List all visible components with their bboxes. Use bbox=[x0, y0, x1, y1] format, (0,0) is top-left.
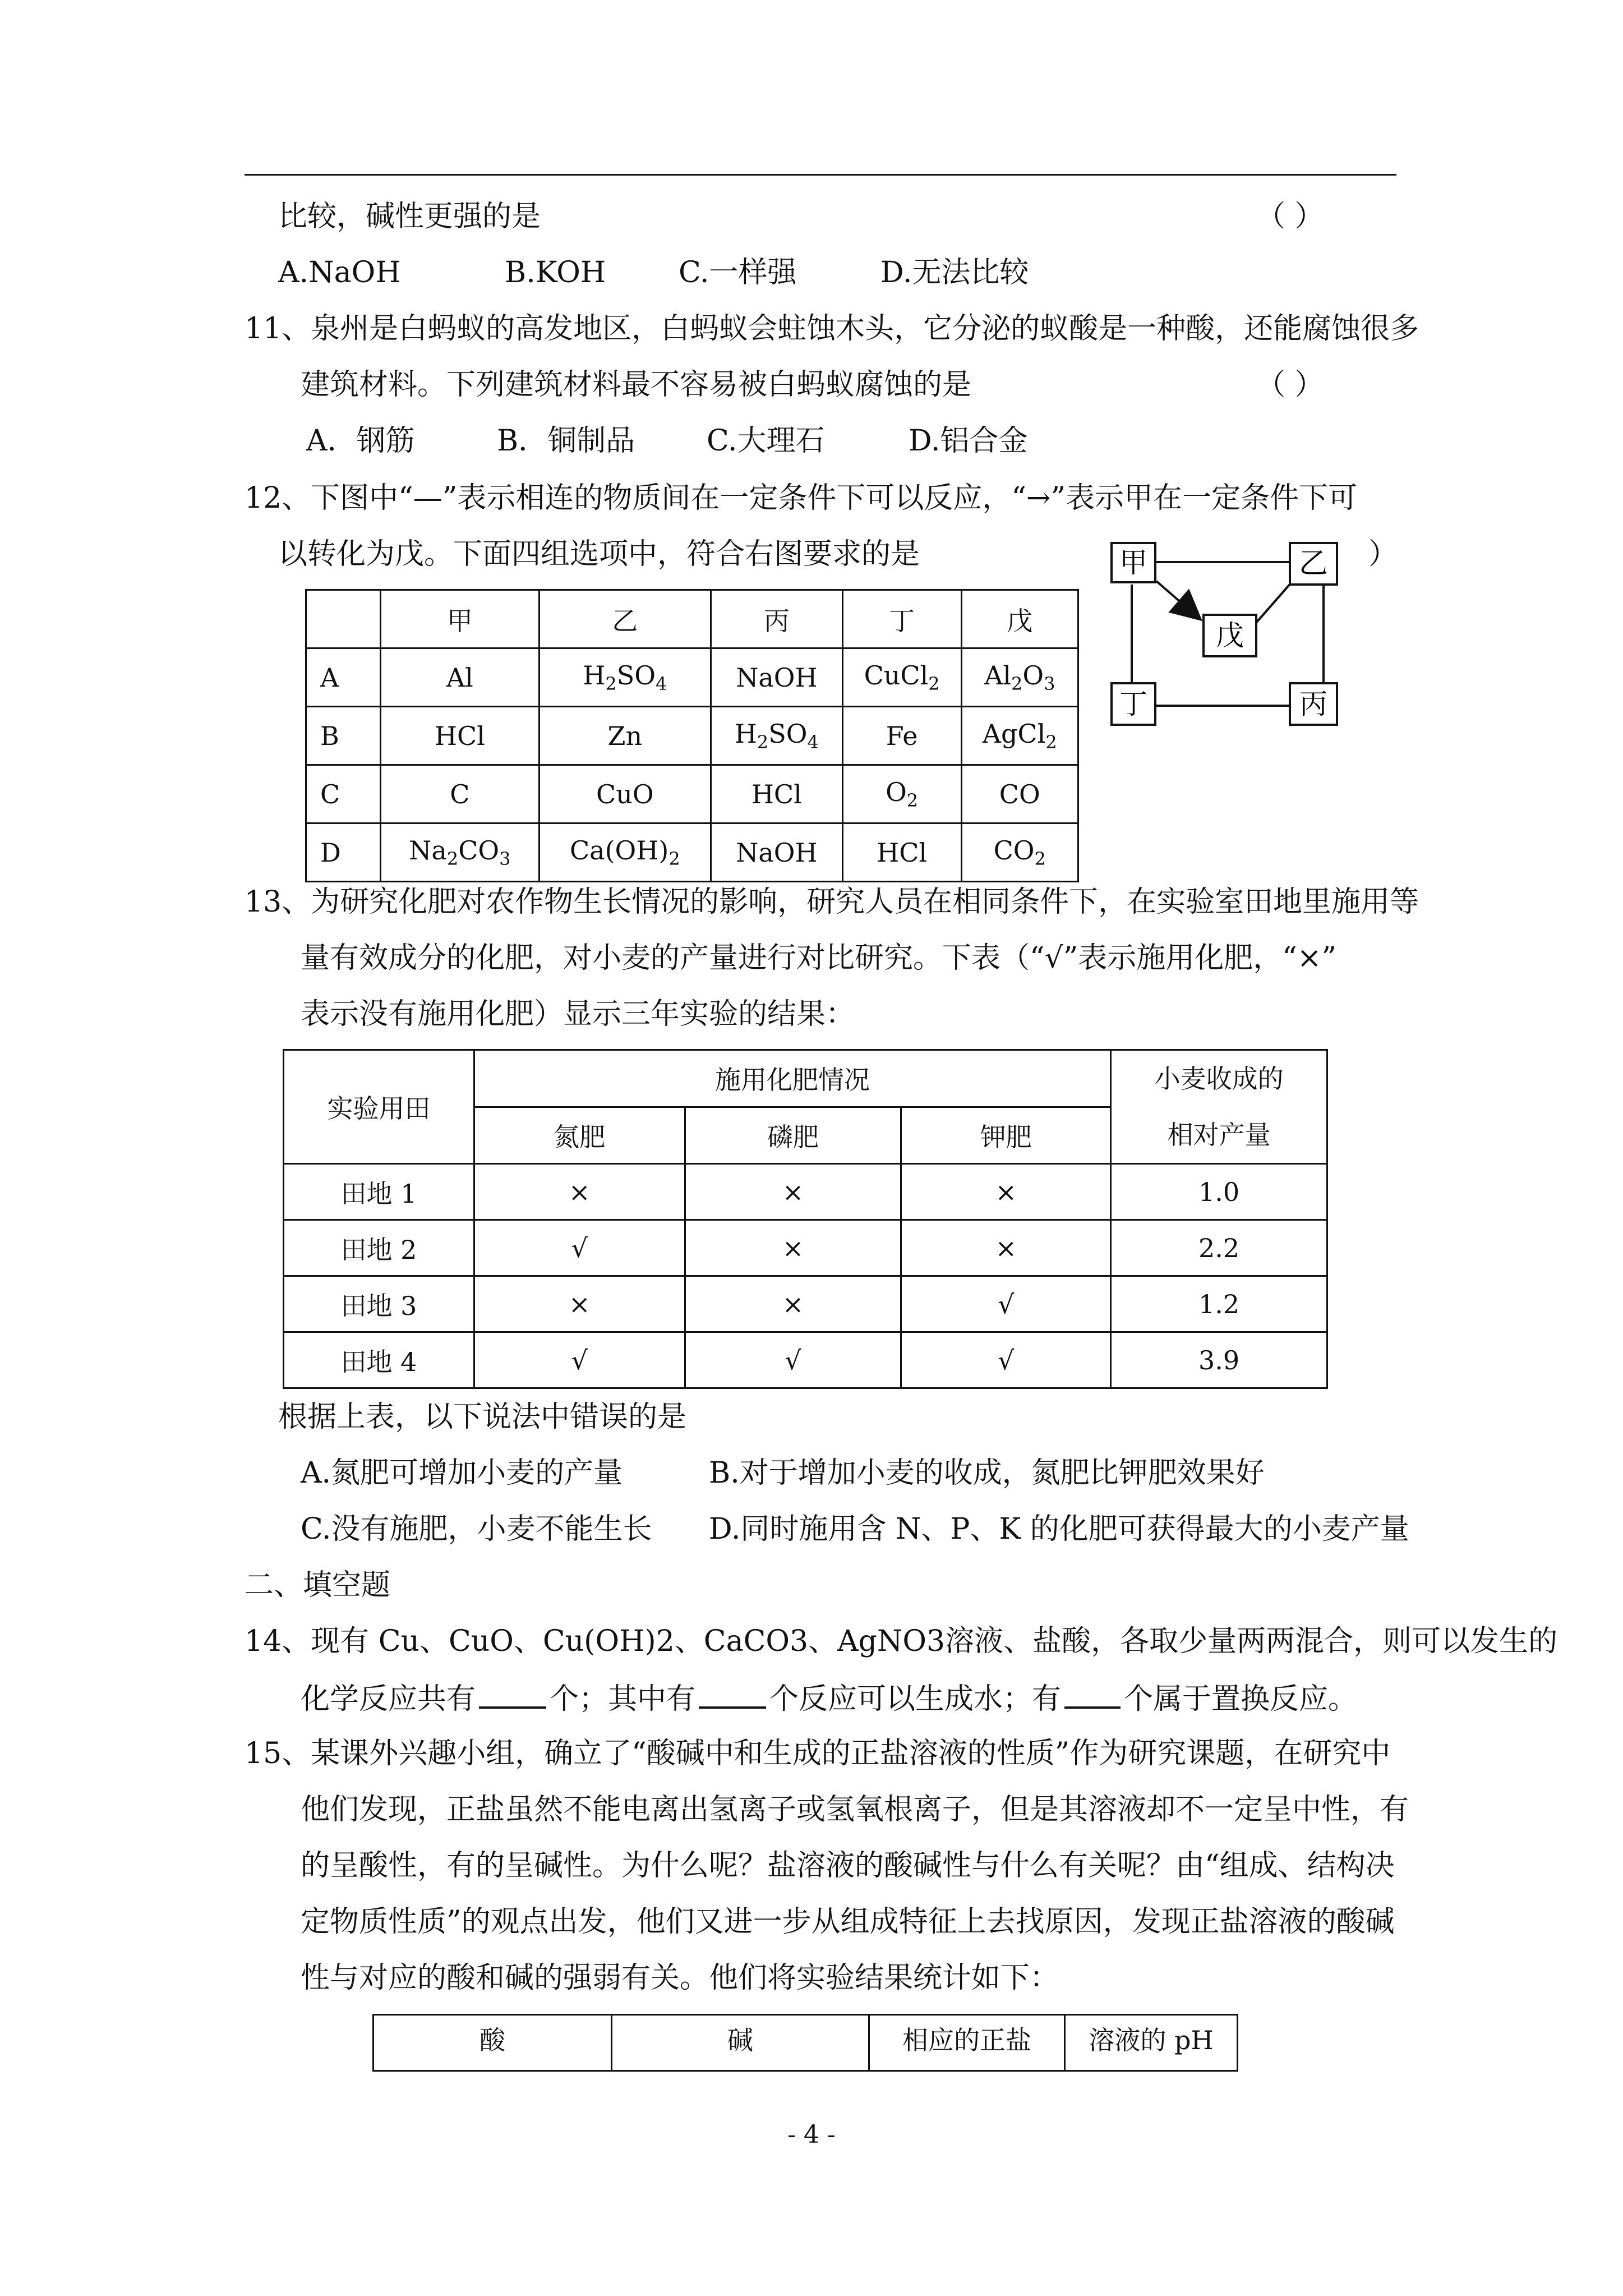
formula-cell: $O_2$ bbox=[842, 765, 961, 823]
answer-blank-1[interactable] bbox=[479, 1681, 546, 1709]
table-row bbox=[284, 1164, 1327, 1220]
table-row bbox=[306, 823, 1078, 882]
q12-table-header bbox=[306, 590, 1078, 648]
formula-cell: CuCl$_2$ bbox=[842, 648, 961, 707]
q13-line1: 13、为研究化肥对农作物生长情况的影响，研究人员在相同条件下，在实验室田地里施用等 bbox=[245, 885, 1419, 919]
q12-header-cell: 丙 bbox=[711, 590, 842, 648]
cell: × bbox=[901, 1164, 1111, 1220]
q14-line1: 14、现有 Cu、CuO、Cu(OH)2、CaCO3、AgNO3溶液、盐酸，各取少量两两混合，则可以发生的 bbox=[245, 1625, 1558, 1658]
cell: √ bbox=[901, 1276, 1111, 1332]
formula-cell: AgCl$_2$ bbox=[961, 707, 1078, 765]
q10-answer-paren: （ ） bbox=[1256, 200, 1324, 233]
q13-question: 根据上表，以下说法中错误的是 bbox=[278, 1400, 687, 1434]
formula-cell: Al bbox=[381, 648, 540, 707]
node-jia-label: 甲 bbox=[1119, 546, 1147, 579]
q11-line1: 11、泉州是白蚂蚁的高发地区，白蚂蚁会蛀蚀木头，它分泌的蚁酸是一种酸，还能腐蚀很多 bbox=[245, 312, 1419, 346]
formula-cell: $Na_2CO_3$ bbox=[381, 823, 540, 882]
header-acid: 酸 bbox=[374, 2015, 612, 2071]
row-label: D bbox=[306, 823, 381, 882]
cell: × bbox=[474, 1164, 685, 1220]
header-rule bbox=[245, 174, 1396, 176]
q12-line1: 12、下图中“—”表示相连的物质间在一定条件下可以反应，“→”表示甲在一定条件下可 bbox=[245, 481, 1358, 515]
cell: × bbox=[685, 1164, 901, 1220]
q12-paren-close: ） bbox=[1368, 537, 1398, 571]
q13-option-b[interactable]: B.对于增加小麦的收成，氮肥比钾肥效果好 bbox=[709, 1456, 1265, 1490]
cell: 2.2 bbox=[1111, 1220, 1327, 1276]
cell: × bbox=[474, 1276, 685, 1332]
q15-line4: 定物质性质”的观点出发，他们又进一步从组成特征上去找原因，发现正盐溶液的酸碱 bbox=[301, 1905, 1395, 1939]
formula-cell: $H_2SO_4$ bbox=[711, 707, 842, 765]
cell: 1.2 bbox=[1111, 1276, 1327, 1332]
node-ding-label: 丁 bbox=[1119, 688, 1147, 720]
header-yield: 小麦收成的 相对产量 bbox=[1111, 1050, 1327, 1164]
node-yi-label: 乙 bbox=[1298, 547, 1329, 581]
arrow-jia-to-wu bbox=[1156, 581, 1199, 618]
header-fertilizer: 施用化肥情况 bbox=[474, 1050, 1110, 1107]
formula-cell: HCl bbox=[842, 823, 961, 882]
q15-line5: 性与对应的酸和碱的强弱有关。他们将实验结果统计如下： bbox=[301, 1961, 1059, 1995]
cell: 田地 1 bbox=[284, 1164, 474, 1220]
q13-option-a[interactable]: A.氮肥可增加小麦的产量 bbox=[301, 1456, 623, 1490]
row-label: A bbox=[306, 648, 381, 707]
node-bing-label: 丙 bbox=[1299, 688, 1327, 720]
formula-cell: Fe bbox=[842, 707, 961, 765]
cell: √ bbox=[474, 1220, 685, 1276]
header-phosphorus: 磷肥 bbox=[685, 1107, 901, 1164]
q11-option-d[interactable]: D.铝合金 bbox=[909, 424, 1028, 458]
cell: √ bbox=[685, 1332, 901, 1388]
formula-cell: $Al_2O_3$ bbox=[961, 648, 1078, 707]
q10-option-b[interactable]: B.KOH bbox=[505, 256, 606, 289]
answer-blank-3[interactable] bbox=[1064, 1681, 1121, 1709]
q11-option-a[interactable]: A．钢筋 bbox=[306, 424, 415, 458]
cell: 田地 4 bbox=[284, 1332, 474, 1388]
cell: √ bbox=[901, 1332, 1111, 1388]
q15-table bbox=[372, 2014, 1238, 2072]
header-base: 碱 bbox=[612, 2015, 869, 2071]
q15-line3: 的呈酸性，有的呈碱性。为什么呢？盐溶液的酸碱性与什么有关呢？由“组成、结构决 bbox=[301, 1849, 1395, 1883]
table-row bbox=[284, 1276, 1327, 1332]
section-heading: 二、填空题 bbox=[245, 1568, 391, 1602]
header-potassium: 钾肥 bbox=[901, 1107, 1111, 1164]
formula-cell: NaOH bbox=[711, 823, 842, 882]
q11-option-c[interactable]: C.大理石 bbox=[707, 424, 825, 458]
q12-header-cell: 丁 bbox=[842, 590, 961, 648]
q10-option-a[interactable]: A.NaOH bbox=[278, 256, 401, 289]
formula-cell: $H_2SO_4$ bbox=[539, 648, 711, 707]
q10-stem: 比较，碱性更强的是 bbox=[278, 200, 541, 233]
table-row bbox=[306, 765, 1078, 823]
cell: × bbox=[685, 1220, 901, 1276]
q11-answer-paren: （ ） bbox=[1256, 368, 1324, 402]
formula-cell: HCl bbox=[381, 707, 540, 765]
cell: 田地 3 bbox=[284, 1276, 474, 1332]
cell: 田地 2 bbox=[284, 1220, 474, 1276]
row-label: B bbox=[306, 707, 381, 765]
q12-header-cell: 戊 bbox=[961, 590, 1078, 648]
formula-cell: C bbox=[381, 765, 540, 823]
q14-line2: 化学反应共有 个；其中有 个反应可以生成水；有 个属于置换反应。 bbox=[301, 1681, 1357, 1716]
header-nitrogen: 氮肥 bbox=[474, 1107, 685, 1164]
q15-table-header bbox=[374, 2015, 1238, 2071]
formula-cell: $CO_2$ bbox=[961, 823, 1078, 882]
q12-header-cell: 乙 bbox=[539, 590, 711, 648]
answer-blank-2[interactable] bbox=[699, 1681, 766, 1709]
cell: 3.9 bbox=[1111, 1332, 1327, 1388]
q13-line3: 表示没有施用化肥）显示三年实验的结果： bbox=[301, 997, 855, 1031]
q11-option-b[interactable]: B．铜制品 bbox=[497, 424, 635, 458]
header-salt: 相应的正盐 bbox=[869, 2015, 1065, 2071]
table-row bbox=[284, 1220, 1327, 1276]
page-number: - 4 - bbox=[787, 2120, 836, 2149]
q10-option-d[interactable]: D.无法比较 bbox=[880, 256, 1029, 289]
q12-header-cell bbox=[306, 590, 381, 648]
formula-cell: CO bbox=[961, 765, 1078, 823]
row-label: C bbox=[306, 765, 381, 823]
formula-cell: Zn bbox=[539, 707, 711, 765]
header-field: 实验用田 bbox=[284, 1050, 474, 1164]
table-row bbox=[284, 1332, 1327, 1388]
q13-table bbox=[283, 1049, 1328, 1389]
q11-line2: 建筑材料。下列建筑材料最不容易被白蚂蚁腐蚀的是 bbox=[301, 368, 972, 402]
header-ph: 溶液的 pH bbox=[1065, 2015, 1238, 2071]
q12-table bbox=[305, 589, 1079, 882]
q12-relation-diagram bbox=[1105, 539, 1363, 729]
formula-cell: $Ca(OH)_2$ bbox=[539, 823, 711, 882]
q10-option-c[interactable]: C.一样强 bbox=[679, 256, 797, 289]
table-row bbox=[306, 707, 1078, 765]
formula-cell: CuO bbox=[539, 765, 711, 823]
formula-cell: NaOH bbox=[711, 648, 842, 707]
cell: × bbox=[685, 1276, 901, 1332]
q13-option-c[interactable]: C.没有施肥，小麦不能生长 bbox=[301, 1512, 652, 1546]
q12-header-cell: 甲 bbox=[381, 590, 540, 648]
table-row bbox=[306, 648, 1078, 707]
q13-line2: 量有效成分的化肥，对小麦的产量进行对比研究。下表（“√”表示施用化肥，“×” bbox=[301, 941, 1337, 975]
q15-line2: 他们发现，正盐虽然不能电离出氢离子或氢氧根离子，但是其溶液却不一定呈中性，有 bbox=[301, 1793, 1409, 1826]
cell: × bbox=[901, 1220, 1111, 1276]
q15-line1: 15、某课外兴趣小组，确立了“酸碱中和生成的正盐溶液的性质”作为研究课题，在研究中 bbox=[245, 1737, 1391, 1770]
cell: √ bbox=[474, 1332, 685, 1388]
cell: 1.0 bbox=[1111, 1164, 1327, 1220]
node-wu-label: 戊 bbox=[1216, 619, 1244, 652]
q12-line2: 以转化为戊。下面四组选项中，符合右图要求的是 bbox=[278, 537, 920, 571]
formula-cell: HCl bbox=[711, 765, 842, 823]
q13-option-d[interactable]: D.同时施用含 N、P、K 的化肥可获得最大的小麦产量 bbox=[709, 1512, 1409, 1546]
